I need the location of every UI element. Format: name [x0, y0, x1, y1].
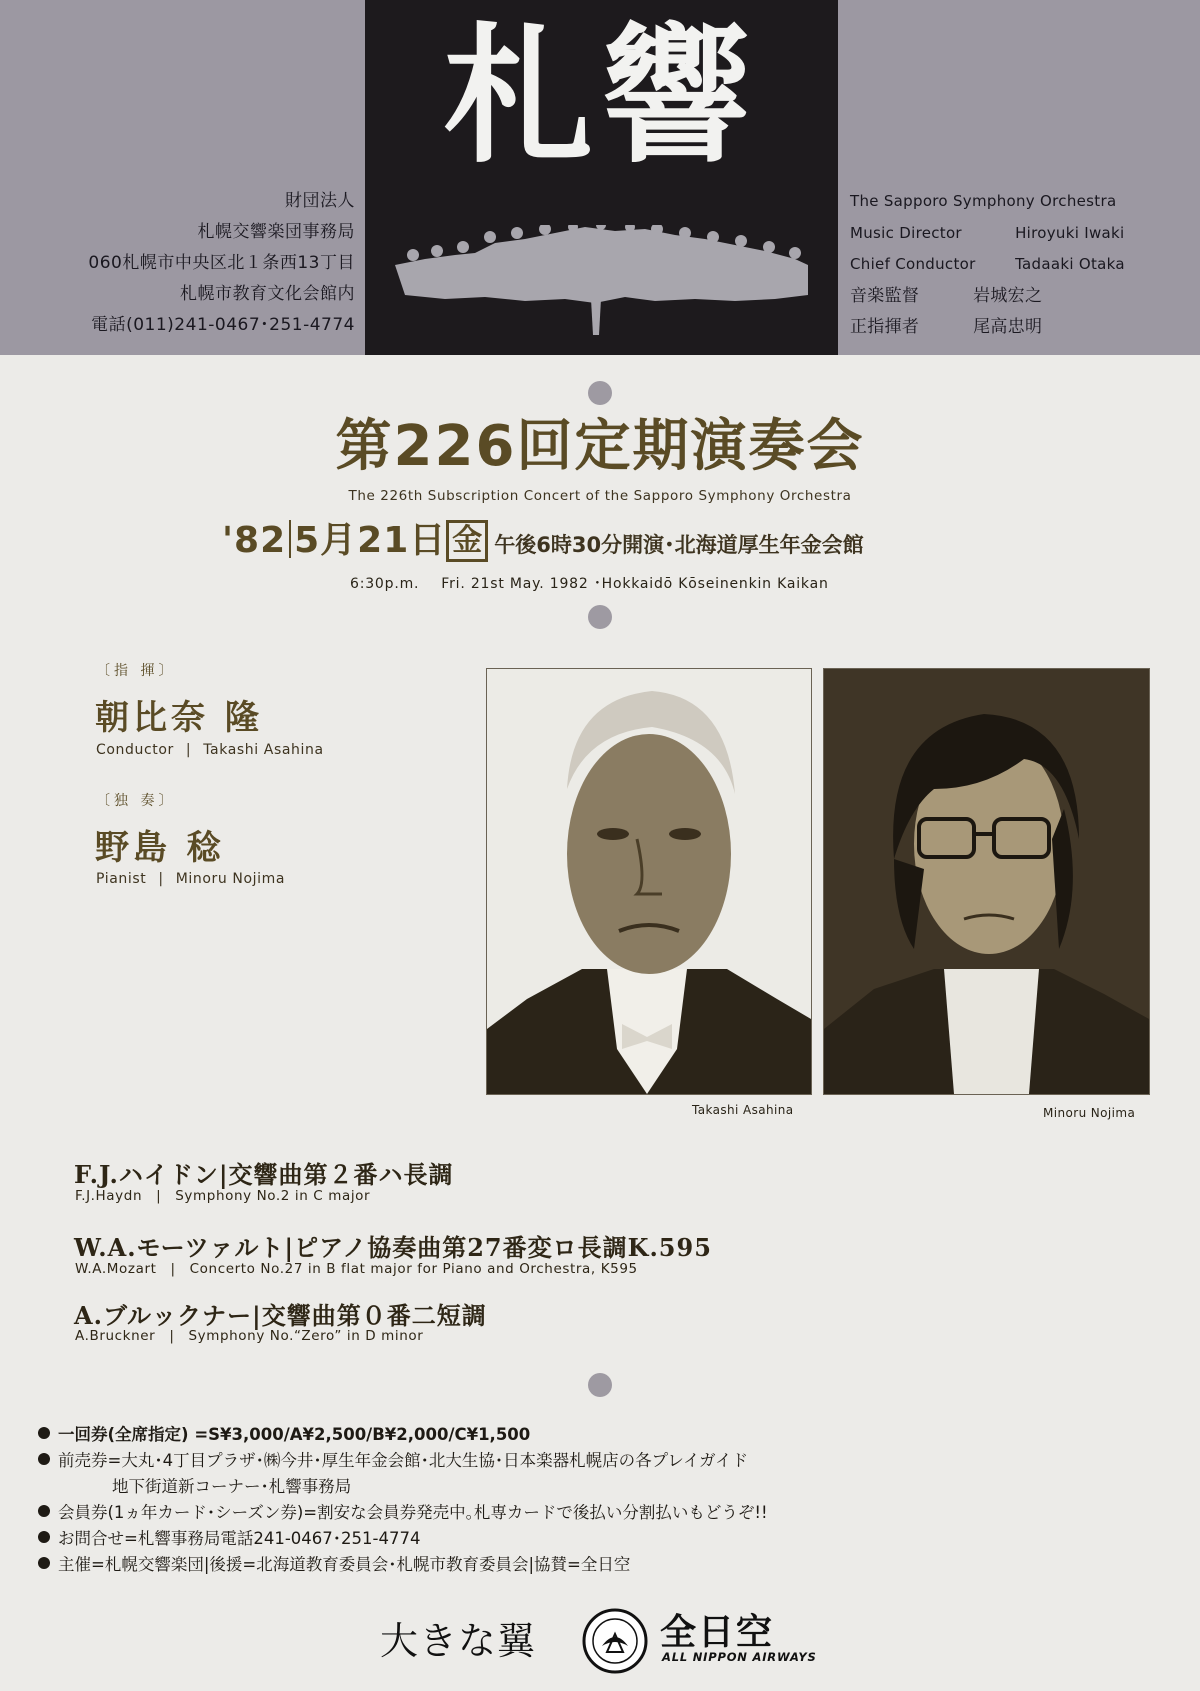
chief-conductor-label: Chief Conductor [850, 255, 976, 273]
concert-title: 第226回定期演奏会 [335, 414, 865, 479]
concert-weekday: 金 [446, 520, 488, 562]
bullet-icon [38, 1427, 50, 1439]
music-director-name: Hiroyuki Iwaki [1015, 223, 1125, 242]
orchestra-credits [850, 186, 1125, 344]
program-item-ja: F.J.ハイドン|交響曲第２番ハ長調 [74, 1160, 454, 1189]
sponsor-slogan: 大きな翼 [380, 1619, 537, 1663]
program-item-en: F.J.Haydn | Symphony No.2 in C major [75, 1188, 371, 1204]
music-director-row [850, 218, 1125, 250]
pianist-name-ja: 野島 稔 [95, 828, 225, 868]
organizer-info: 主催=札幌交響楽団|後援=北海道教育委員会･札幌市教育委員会|協賛=全日空 [58, 1555, 631, 1574]
info-line [38, 1474, 768, 1500]
info-line [38, 1448, 768, 1474]
pianist-photo [823, 668, 1150, 1095]
sponsor-brand-en: ALL NIPPON AIRWAYS [662, 1650, 817, 1664]
divider-dot [588, 605, 612, 629]
chief-conductor-name: Tadaaki Otaka [1015, 255, 1125, 273]
sponsor-banner [380, 1604, 820, 1674]
program-item-ja: A.ブルックナー|交響曲第０番二短調 [74, 1301, 487, 1330]
chief-conductor-row-ja [850, 312, 1125, 344]
work-en: Symphony No.2 in C major [175, 1188, 371, 1204]
presale-outlets: 前売券=大丸･4丁目プラザ･㈱今井･厚生年金会館･北大生協･日本楽器札幌店の各プレイガイド [58, 1451, 749, 1470]
orchestra-silhouette-icon [395, 225, 808, 335]
info-line [38, 1526, 768, 1552]
conductor-role-en: Conductor [96, 742, 174, 758]
bullet-icon [38, 1531, 50, 1543]
concert-day: 5月21日 [294, 520, 447, 561]
divider-dot [588, 381, 612, 405]
concert-fulldate-en: Fri. 21st May. 1982 [441, 576, 589, 592]
pianist-role-en: Pianist [96, 871, 147, 887]
divider-dot [588, 1373, 612, 1397]
music-director-label-ja: 音楽監督 [850, 285, 920, 306]
orchestra-name: The Sapporo Symphony Orchestra [850, 192, 1117, 210]
info-line [38, 1500, 768, 1526]
ticket-info [38, 1422, 768, 1578]
sponsor-brand: 全日空 [660, 1612, 775, 1653]
concert-year: '82 [222, 520, 287, 561]
conductor-name-en: Takashi Asahina [203, 742, 324, 758]
ticket-prices: 一回券(全席指定) =S¥3,000/A¥2,500/B¥2,000/C¥1,500 [58, 1425, 531, 1444]
conductor-photo [486, 668, 812, 1095]
work-en: Symphony No.“Zero” in D minor [188, 1328, 424, 1344]
performer-role: 〔指 揮〕 [96, 663, 177, 679]
bullet-icon [38, 1453, 50, 1465]
info-line [38, 1552, 768, 1578]
conductor-name-ja: 朝比奈 隆 [95, 698, 263, 738]
presale-outlets-cont: 地下街道新コーナー･札響事務局 [112, 1477, 352, 1496]
office-line: 札幌市教育文化会館内 [180, 284, 355, 304]
work-en: Concerto No.27 in B flat major for Piano and Orchestra, K595 [189, 1261, 638, 1277]
conductor-credit-en: Conductor | Takashi Asahina [96, 742, 324, 758]
concert-date-en [350, 573, 829, 593]
contact-info: お問合せ=札響事務局電話241-0467･251-4774 [58, 1529, 421, 1548]
chief-conductor-label-ja: 正指揮者 [850, 317, 920, 337]
composer-en: A.Bruckner [75, 1328, 156, 1344]
conductor-portrait-icon [487, 669, 811, 1094]
pianist-name-en: Minoru Nojima [175, 871, 286, 887]
office-line: 札幌交響楽団事務局 [197, 222, 355, 242]
program-item-en: A.Bruckner | Symphony No.“Zero” in D minor [75, 1328, 424, 1344]
concert-subtitle: The 226th Subscription Concert of the Sapporo Symphony Orchestra [348, 488, 852, 504]
music-director-name-ja: 岩城宏之 [973, 285, 1043, 306]
concert-venue-en: ･Hokkaidō Kōseinenkin Kaikan [593, 576, 829, 592]
pianist-portrait-icon [824, 669, 1149, 1094]
info-line [38, 1422, 768, 1448]
composer-en: F.J.Haydn [75, 1188, 143, 1204]
photo-caption: Minoru Nojima [1043, 1106, 1136, 1120]
concert-time-venue: 午後6時30分開演･北海道厚生年金会館 [494, 533, 864, 557]
program-item-ja: W.A.モーツァルト|ピアノ協奏曲第27番変ロ長調K.595 [74, 1233, 712, 1262]
logo-block [365, 0, 838, 355]
performer-role: 〔独 奏〕 [96, 793, 177, 809]
office-line: 060札幌市中央区北１条西13丁目 [88, 253, 355, 273]
orchestra-logo: 札響 [443, 10, 760, 184]
music-director-label: Music Director [850, 223, 962, 242]
concert-date [222, 512, 864, 563]
music-director-row-ja [850, 281, 1125, 313]
chief-conductor-row [850, 249, 1125, 281]
program-item-en: W.A.Mozart | Concerto No.27 in B flat major for Piano and Orchestra, K595 [75, 1261, 638, 1277]
composer-en: W.A.Mozart [75, 1261, 157, 1277]
concert-time-en: 6:30p.m. [350, 576, 420, 592]
photo-caption: Takashi Asahina [692, 1103, 794, 1117]
office-address [88, 186, 355, 341]
membership-info: 会員券(1ヵ年カード･シーズン券)=割安な会員券発売中｡札専カードで後払い分割払いもどうぞ!! [58, 1503, 768, 1522]
office-line: 財団法人 [285, 191, 355, 211]
pianist-credit-en: Pianist | Minoru Nojima [96, 871, 286, 887]
bullet-icon [38, 1557, 50, 1569]
chief-conductor-name-ja: 尾高忠明 [973, 317, 1043, 337]
divider-bar [289, 520, 291, 558]
office-line: 電話(011)241-0467･251-4774 [91, 315, 355, 335]
ana-emblem-icon [582, 1608, 648, 1674]
bullet-icon [38, 1505, 50, 1517]
